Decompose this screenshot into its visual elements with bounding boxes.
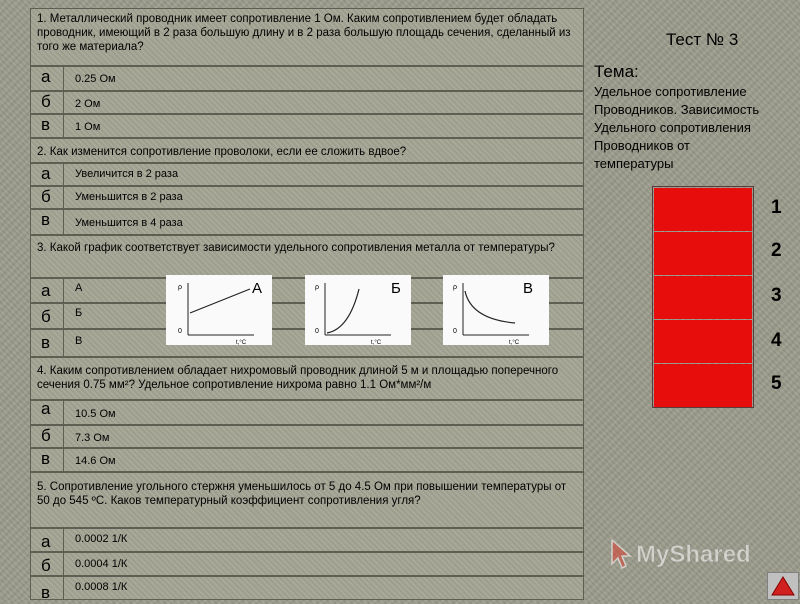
logo-text: MyShared [636, 541, 751, 568]
answer-text: 2 Ом [75, 98, 101, 110]
answer-text: 0.25 Ом [75, 73, 116, 85]
graph-b [305, 275, 411, 345]
answer-box-panel [652, 186, 754, 408]
y-axis-label: ρ [315, 284, 319, 291]
question-4 [30, 357, 584, 400]
answer-1b[interactable] [30, 91, 584, 114]
origin-label: 0 [178, 328, 182, 335]
question-1-text: 1. Металлический проводник имеет сопротивление 1 Ом. Каким сопротивлением будет обладать проводник, имеющий в 2 раза большую длину и в 2 раза большую площадь сечения, сделанный из того же материала? [37, 13, 571, 53]
answer-box-3[interactable] [654, 276, 752, 319]
answer-letter: б [41, 426, 51, 445]
scroll-up-button[interactable] [767, 572, 799, 600]
answer-box-2[interactable] [654, 232, 752, 275]
answer-2a[interactable] [30, 163, 584, 186]
graph-b-label: Б [391, 280, 401, 297]
answer-letter: в [41, 115, 51, 134]
topic-line: Проводников. Зависимость [594, 102, 760, 117]
answer-text: 1 Ом [75, 121, 101, 133]
graph-a-label: А [252, 280, 263, 297]
answer-4b[interactable] [30, 425, 584, 448]
answer-number-3: 3 [771, 285, 782, 306]
topic-line: Проводников от [594, 138, 691, 153]
answer-letter: б [41, 307, 51, 326]
answer-box-5[interactable] [654, 364, 752, 407]
question-3 [30, 235, 584, 278]
answer-5c[interactable] [30, 576, 584, 600]
answer-text: А [75, 282, 83, 294]
question-3-text: 3. Какой график соответствует зависимости удельного сопротивления металла от температуры? [37, 242, 555, 254]
topic-heading: Тема: [594, 62, 639, 81]
answer-4a[interactable] [30, 400, 584, 425]
question-2-text: 2. Как изменится сопротивление проволоки, если ее сложить вдвое? [37, 146, 407, 158]
answer-letter: а [41, 532, 51, 551]
test-title: Тест № 3 [666, 30, 739, 49]
mouse-cursor-icon [612, 540, 630, 568]
y-axis-label: ρ [178, 284, 182, 291]
answer-4c[interactable] [30, 448, 584, 472]
answer-text: 0.0004 1/К [75, 558, 128, 570]
answer-letter: б [41, 92, 51, 111]
answer-number-4: 4 [771, 330, 782, 351]
x-axis-label: t,°C [236, 340, 247, 345]
answer-2b[interactable] [30, 186, 584, 209]
graph-c [443, 275, 549, 345]
answer-text: Уменьшится в 4 раза [75, 217, 183, 229]
answer-letter: б [41, 187, 51, 206]
answer-letter: а [41, 399, 51, 418]
graph-a [166, 275, 272, 345]
topic-line: температуры [594, 156, 674, 171]
answer-number-5: 5 [771, 373, 782, 394]
answer-1c[interactable] [30, 114, 584, 138]
answer-number-2: 2 [771, 240, 782, 261]
x-axis-label: t,°C [371, 340, 382, 345]
question-1 [30, 8, 584, 66]
answer-text: 0.0002 1/К [75, 533, 128, 545]
origin-label: 0 [315, 328, 319, 335]
answer-letter: в [41, 333, 51, 352]
answer-1a[interactable] [30, 66, 584, 91]
answer-letter: а [41, 67, 51, 86]
arrow-up-icon [768, 573, 798, 599]
answer-box-4[interactable] [654, 320, 752, 363]
answer-letter: в [41, 449, 51, 468]
answer-text: 10.5 Ом [75, 408, 116, 420]
topic-line: Удельного сопротивления [594, 120, 751, 135]
answer-letter: а [41, 164, 51, 183]
graph-c-plot [443, 275, 549, 345]
question-5-text: 5. Сопротивление угольного стержня уменьшилось от 5 до 4.5 Ом при повышении температуры от 50 до 545 ºС. Каков температурный коэффициент сопротивления угля? [37, 481, 567, 507]
question-4-text: 4. Каким сопротивлением обладает нихромовый проводник длиной 5 м и площадью поперечного сечения 0.75 мм²? Удельное сопротивление нихрома равно 1.1 Ом*мм²/м [37, 365, 559, 391]
topic-text [594, 83, 800, 173]
logo-graphic [608, 534, 768, 574]
answer-text: Уменьшится в 2 раза [75, 191, 183, 203]
myshared-logo [608, 534, 768, 574]
answer-text: Увеличится в 2 раза [75, 168, 179, 180]
answer-2c[interactable] [30, 209, 584, 235]
answer-text: 7.3 Ом [75, 432, 110, 444]
answer-letter: а [41, 281, 51, 300]
answer-box-1[interactable] [654, 188, 752, 231]
question-2 [30, 138, 584, 163]
graph-c-label: В [523, 280, 534, 297]
x-axis-label: t,°C [509, 340, 520, 345]
answer-text: 14.6 Ом [75, 455, 116, 467]
answer-text: В [75, 335, 83, 347]
origin-label: 0 [453, 328, 457, 335]
answer-letter: в [41, 583, 51, 602]
answer-number-1: 1 [771, 197, 782, 218]
y-axis-label: ρ [453, 284, 457, 291]
answer-letter: в [41, 210, 51, 229]
answer-5a[interactable] [30, 528, 584, 552]
question-5 [30, 472, 584, 528]
answer-letter: б [41, 556, 51, 575]
answer-text: Б [75, 307, 83, 319]
answer-text: 0.0008 1/К [75, 581, 128, 593]
answer-5b[interactable] [30, 552, 584, 576]
topic-line: Удельное сопротивление [594, 84, 747, 99]
